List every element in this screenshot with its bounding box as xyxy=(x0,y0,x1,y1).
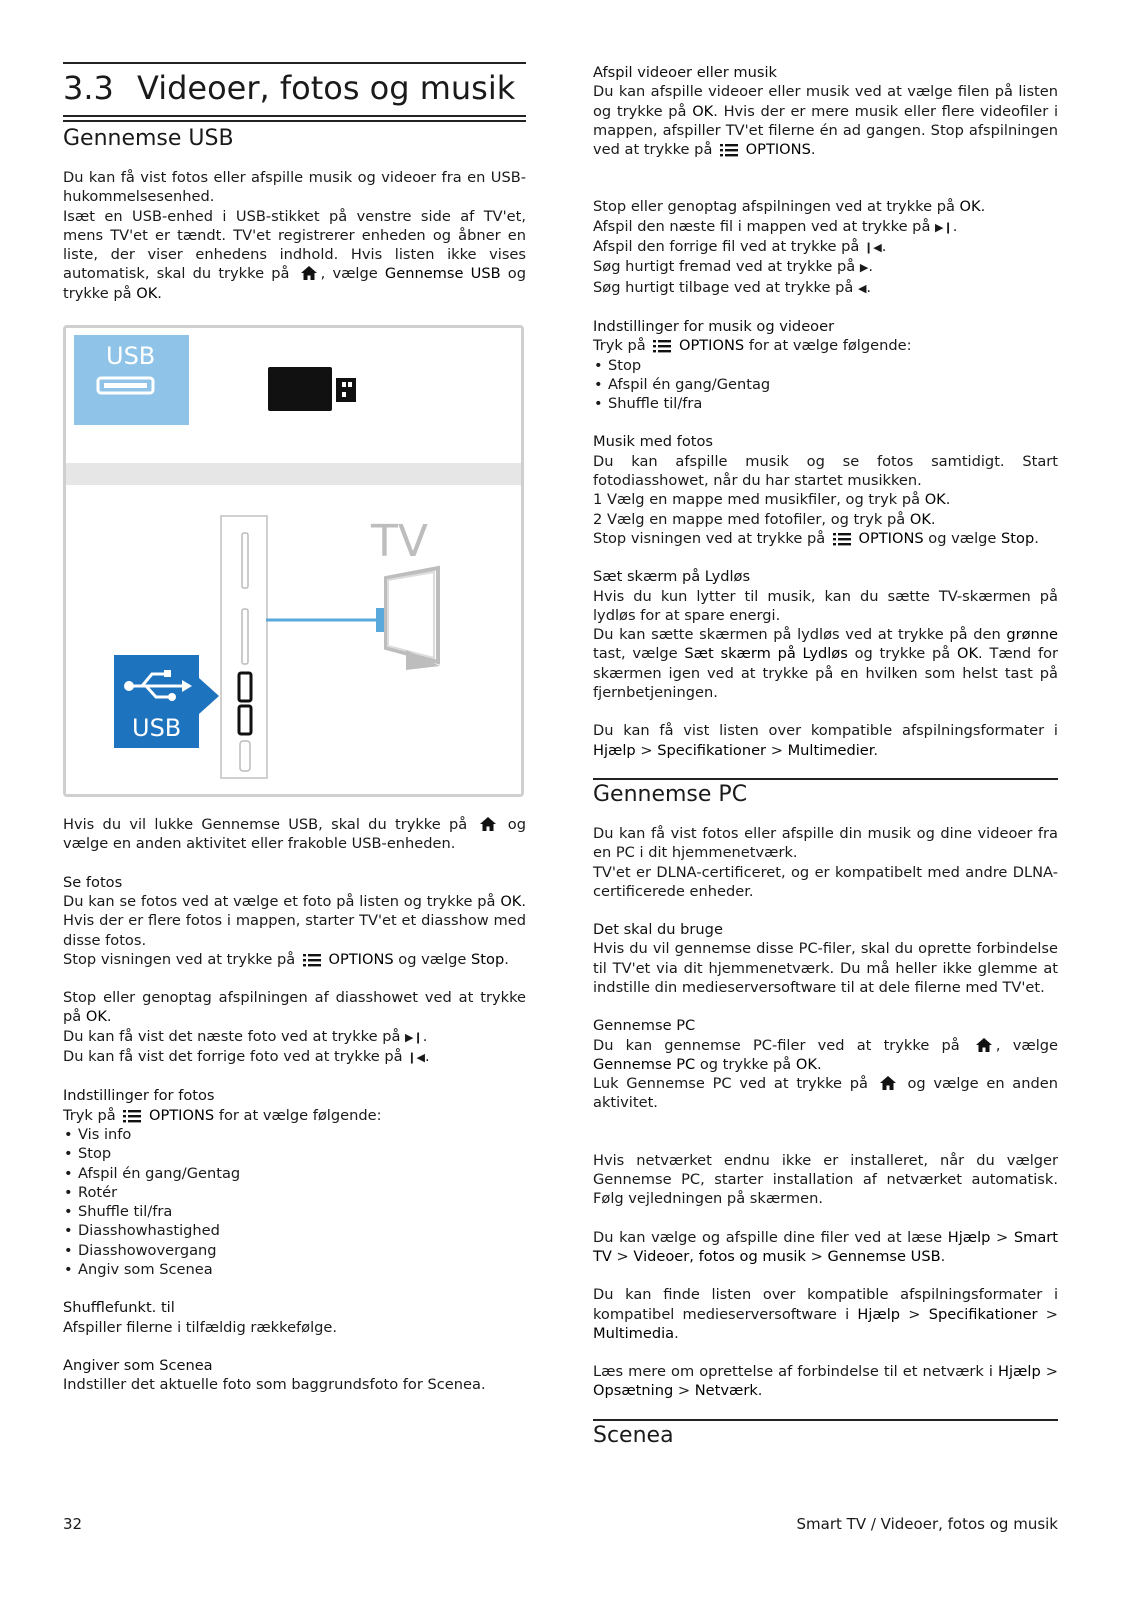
see-photos-2: Stop visningen ved at trykke på OPTIONS og vælge Stop. xyxy=(63,950,509,968)
options-icon xyxy=(303,953,321,967)
home-icon xyxy=(879,1075,897,1091)
music-settings-text: Tryk på OPTIONS for at vælge følgende: xyxy=(593,337,912,355)
home-icon xyxy=(479,816,497,832)
scenea-set-text: Indstiller det aktuelle foto som baggrundsfoto for Scenea. xyxy=(63,1376,486,1394)
usb-intro-2: Isæt en USB-enhed i USB-stikket på venstre side af TV'et, mens TV'et er tændt. TV'et registrerer enheden og åbner en liste, der viser enhedens indhold. Hvis listen ikke vises automatisk, skal du trykke på , vælge Gennemse USB og trykke på OK. xyxy=(63,207,526,302)
list-item: • Diasshowhastighed xyxy=(63,1221,526,1240)
chapter-title: Videoer, fotos og musik xyxy=(137,69,516,107)
ctrl-3: Afspil den forrige fil ved at trykke på ❙◀. xyxy=(593,238,887,256)
scenea-set-title: Angiver som Scenea xyxy=(63,1356,213,1374)
options-icon xyxy=(123,1109,141,1123)
fast-forward-icon: ▶ xyxy=(859,261,869,275)
section-heading-usb: Gennemse USB xyxy=(63,120,526,156)
chapter-number: 3.3 xyxy=(63,69,114,107)
usb-top-label: USB xyxy=(106,342,156,371)
shuffle-title: Shufflefunkt. til xyxy=(63,1299,175,1317)
section-heading-scenea: Scenea xyxy=(593,1419,1058,1453)
previous-icon: ❙◀ xyxy=(864,241,882,255)
options-icon xyxy=(720,143,738,157)
screen-off-2: Du kan sætte skærmen på lydløs ved at trykke på den grønne tast, vælge Sæt skærm på Lydløs og trykke på OK. Tænd for skærmen igen ved at trykke på en hvilken som helst tast på fjernbetjeningen. xyxy=(593,626,1059,702)
screen-off-1: Hvis du kun lytter til musik, kan du sætte TV-skærmen på lydløs for at spare energi. xyxy=(593,587,1058,624)
music-photos-1: Du kan afspille musik og se fotos samtidigt. Start fotodiasshowet, når du har startet musikken. xyxy=(593,452,1058,490)
options-icon xyxy=(653,339,671,353)
usb-bottom-label: USB xyxy=(132,714,182,743)
home-icon xyxy=(300,265,318,281)
section-heading-pc: Gennemse PC xyxy=(593,778,1058,812)
screen-off-title: Sæt skærm på Lydløs xyxy=(593,568,751,586)
photo-settings-title: Indstillinger for fotos xyxy=(63,1087,215,1105)
network-text: Hvis netværket endnu ikke er installeret, når du vælger Gennemse PC, starter installation af netværket automatisk. Følg vejledningen på skærmen. xyxy=(593,1151,1058,1208)
music-photos-4: Stop visningen ved at trykke på OPTIONS og vælge Stop. xyxy=(593,529,1039,547)
list-item: • Afspil én gang/Gentag xyxy=(593,375,1058,394)
footer-breadcrumb: Smart TV / Videoer, fotos og musik xyxy=(796,1515,1058,1533)
slideshow-1: Stop eller genoptag afspilningen af diasshowet ved at trykke på OK. xyxy=(63,989,526,1026)
usb-intro-1: Du kan få vist fotos eller afspille musik og videoer fra en USB-hukommelsesenhed. xyxy=(63,169,526,206)
list-item: • Afspil én gang/Gentag xyxy=(63,1164,526,1183)
pc-intro-1: Du kan få vist fotos eller afspille din musik og dine videoer fra en PC i dit hjemmenetværk. xyxy=(593,824,1058,862)
ctrl-2: Afspil den næste fil i mappen ved at trykke på ▶❙. xyxy=(593,217,958,235)
list-item: • Shuffle til/fra xyxy=(63,1202,526,1221)
slideshow-2: Du kan få vist det næste foto ved at trykke på ▶❙. xyxy=(63,1027,428,1045)
see-photos-1: Du kan se fotos ved at vælge et foto på listen og trykke på OK. Hvis der er flere fotos i mappen, starter TV'et et diasshow med disse fotos. xyxy=(63,892,527,949)
music-settings-title: Indstillinger for musik og videoer xyxy=(593,317,835,335)
chapter-heading xyxy=(63,62,526,117)
ctrl-4: Søg hurtigt fremad ved at trykke på ▶. xyxy=(593,258,873,276)
browse-pc-1: Du kan gennemse PC-filer ved at trykke på , vælge Gennemse PC og trykke på OK. xyxy=(593,1036,1059,1073)
need-title: Det skal du bruge xyxy=(593,921,723,939)
browse-pc-title: Gennemse PC xyxy=(593,1017,696,1035)
list-item: • Diasshowovergang xyxy=(63,1241,526,1260)
rewind-icon: ◀ xyxy=(857,281,867,295)
list-item: • Shuffle til/fra xyxy=(593,394,1058,413)
see-photos-title: Se fotos xyxy=(63,873,123,891)
help-1: Du kan vælge og afspille dine filer ved at læse Hjælp > Smart TV > Videoer, fotos og musik > Gennemse USB. xyxy=(593,1228,1059,1265)
page-number: 32 xyxy=(63,1515,83,1533)
photo-options-list xyxy=(63,1125,526,1279)
usb-connection-figure xyxy=(63,325,524,797)
music-options-list xyxy=(593,356,1058,414)
options-icon xyxy=(833,532,851,546)
tv-label: TV xyxy=(371,516,428,568)
previous-icon: ❙◀ xyxy=(407,1051,425,1065)
slideshow-3: Du kan få vist det forrige foto ved at trykke på ❙◀. xyxy=(63,1048,430,1066)
photo-settings-text: Tryk på OPTIONS for at vælge følgende: xyxy=(63,1106,382,1124)
list-item: • Vis info xyxy=(63,1125,526,1144)
list-item: • Stop xyxy=(63,1144,526,1163)
list-item: • Rotér xyxy=(63,1183,526,1202)
music-photos-title: Musik med fotos xyxy=(593,433,714,451)
browse-pc-2: Luk Gennemse PC ved at trykke på og vælge en anden aktivitet. xyxy=(593,1075,1058,1112)
play-title: Afspil videoer eller musik xyxy=(593,64,777,81)
formats-text: Du kan få vist listen over kompatible afspilningsformater i Hjælp > Specifikationer > Multimedier. xyxy=(593,722,1058,759)
list-item: • Stop xyxy=(593,356,1058,375)
next-icon: ▶❙ xyxy=(405,1030,423,1044)
left-column xyxy=(63,120,526,1395)
ctrl-1: Stop eller genoptag afspilningen ved at trykke på OK. xyxy=(593,198,986,216)
home-icon xyxy=(975,1037,993,1053)
pc-intro-2: TV'et er DLNA-certificeret, og er kompatibelt med andre DLNA-certificerede enheder. xyxy=(593,863,1058,900)
need-text: Hvis du vil gennemse disse PC-filer, skal du oprette forbindelse til TV'et via dit hjemmenetværk. Du må heller ikke glemme at indstille din medieserversoftware til at dele filerne med TV'et. xyxy=(593,940,1058,996)
right-column xyxy=(593,63,1058,1453)
ctrl-5: Søg hurtigt tilbage ved at trykke på ◀. xyxy=(593,278,872,296)
next-icon: ▶❙ xyxy=(935,220,953,234)
usb-diagram xyxy=(66,328,521,794)
music-photos-2: 1 Vælg en mappe med musikfiler, og tryk på OK. xyxy=(593,491,951,509)
play-text: Du kan afspille videoer eller musik ved at vælge filen på listen og trykke på OK. Hvis der er mere musik eller flere videofiler i mappen, afspiller TV'et filerne én ad gangen. Stop afspilningen ved at trykke på OPTIONS. xyxy=(593,83,1059,159)
music-photos-3: 2 Vælg en mappe med fotofiler, og tryk på OK. xyxy=(593,510,936,528)
help-3: Læs mere om oprettelse af forbindelse til et netværk i Hjælp > Opsætning > Netværk. xyxy=(593,1363,1058,1400)
help-2: Du kan finde listen over kompatible afspilningsformater i kompatibel medieserversoftware i Hjælp > Specifikationer > Multimedia. xyxy=(593,1286,1058,1342)
close-usb-text: Hvis du vil lukke Gennemse USB, skal du trykke på og vælge en anden aktivitet eller frakoble USB-enheden. xyxy=(63,816,526,853)
list-item: • Angiv som Scenea xyxy=(63,1260,526,1279)
shuffle-text: Afspiller filerne i tilfældig rækkefølge. xyxy=(63,1318,338,1336)
